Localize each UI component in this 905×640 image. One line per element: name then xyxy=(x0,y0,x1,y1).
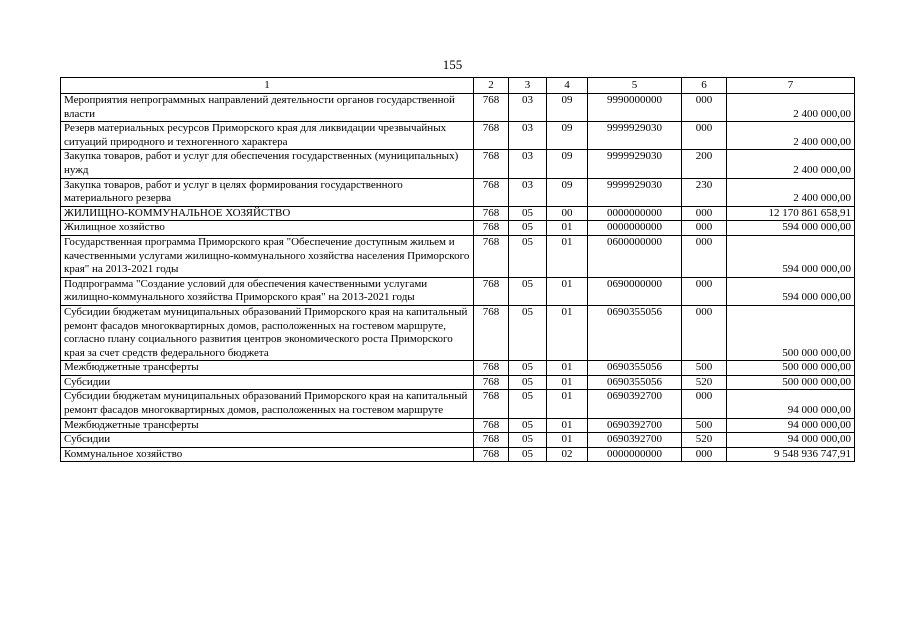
section-cell: 03 xyxy=(509,178,547,206)
code-cell: 768 xyxy=(474,178,509,206)
subsection-cell: 01 xyxy=(547,390,588,418)
row-name-cell: Жилищное хозяйство xyxy=(61,221,474,236)
code-cell: 768 xyxy=(474,433,509,448)
amount-cell: 594 000 000,00 xyxy=(727,235,855,277)
section-cell: 05 xyxy=(509,305,547,360)
expense-type-cell: 500 xyxy=(682,418,727,433)
table-row xyxy=(61,418,855,433)
code-cell: 768 xyxy=(474,305,509,360)
table-row xyxy=(61,375,855,390)
subsection-cell: 09 xyxy=(547,178,588,206)
amount-cell: 2 400 000,00 xyxy=(727,122,855,150)
column-header: 7 xyxy=(727,78,855,94)
subsection-cell: 09 xyxy=(547,122,588,150)
table-row xyxy=(61,361,855,376)
expense-type-cell: 000 xyxy=(682,447,727,462)
row-name-cell: Межбюджетные трансферты xyxy=(61,418,474,433)
section-cell: 05 xyxy=(509,277,547,305)
column-header: 4 xyxy=(547,78,588,94)
amount-cell: 94 000 000,00 xyxy=(727,418,855,433)
code-cell: 768 xyxy=(474,418,509,433)
target-article-cell: 9990000000 xyxy=(588,94,682,122)
column-header: 3 xyxy=(509,78,547,94)
code-cell: 768 xyxy=(474,122,509,150)
section-cell: 05 xyxy=(509,418,547,433)
expense-type-cell: 000 xyxy=(682,305,727,360)
section-cell: 05 xyxy=(509,221,547,236)
target-article-cell: 0000000000 xyxy=(588,206,682,221)
table-row xyxy=(61,433,855,448)
expense-type-cell: 000 xyxy=(682,277,727,305)
row-name-cell: Субсидии бюджетам муниципальных образований Приморского края на капитальный ремонт фасадов многоквартирных домов, расположенных на гостевом маршруте, согласно плану социального развития центров экономического роста Приморского края за счет средств федерального бюджета xyxy=(61,305,474,360)
row-name-cell: Закупка товаров, работ и услуг для обеспечения государственных (муниципальных) нужд xyxy=(61,150,474,178)
expense-type-cell: 520 xyxy=(682,433,727,448)
target-article-cell: 0690355056 xyxy=(588,305,682,360)
table-row xyxy=(61,178,855,206)
table-row xyxy=(61,150,855,178)
amount-cell: 9 548 936 747,91 xyxy=(727,447,855,462)
subsection-cell: 01 xyxy=(547,375,588,390)
expense-type-cell: 500 xyxy=(682,361,727,376)
amount-cell: 594 000 000,00 xyxy=(727,221,855,236)
target-article-cell: 0690355056 xyxy=(588,361,682,376)
row-name-cell: Государственная программа Приморского края "Обеспечение доступным жильем и качественными услугами жилищно-коммунального хозяйства населения Приморского края" на 2013-2021 годы xyxy=(61,235,474,277)
expense-type-cell: 000 xyxy=(682,206,727,221)
code-cell: 768 xyxy=(474,235,509,277)
subsection-cell: 00 xyxy=(547,206,588,221)
expense-type-cell: 000 xyxy=(682,235,727,277)
code-cell: 768 xyxy=(474,150,509,178)
code-cell: 768 xyxy=(474,277,509,305)
column-header: 5 xyxy=(588,78,682,94)
table-row xyxy=(61,235,855,277)
code-cell: 768 xyxy=(474,447,509,462)
expense-type-cell: 000 xyxy=(682,122,727,150)
target-article-cell: 0690355056 xyxy=(588,375,682,390)
subsection-cell: 01 xyxy=(547,235,588,277)
expense-type-cell: 000 xyxy=(682,94,727,122)
table-row xyxy=(61,277,855,305)
code-cell: 768 xyxy=(474,94,509,122)
table-row xyxy=(61,206,855,221)
row-name-cell: Субсидии xyxy=(61,375,474,390)
row-name-cell: Резерв материальных ресурсов Приморского края для ликвидации чрезвычайных ситуаций природного и техногенного характера xyxy=(61,122,474,150)
row-name-cell: Закупка товаров, работ и услуг в целях формирования государственного материального резерва xyxy=(61,178,474,206)
table-row xyxy=(61,390,855,418)
row-name-cell: Мероприятия непрограммных направлений деятельности органов государственной власти xyxy=(61,94,474,122)
table-row xyxy=(61,221,855,236)
row-name-cell: Подпрограмма "Создание условий для обеспечения качественными услугами жилищно-коммунального хозяйства Приморского края" на 2013-2021 годы xyxy=(61,277,474,305)
amount-cell: 594 000 000,00 xyxy=(727,277,855,305)
code-cell: 768 xyxy=(474,361,509,376)
amount-cell: 12 170 861 658,91 xyxy=(727,206,855,221)
amount-cell: 94 000 000,00 xyxy=(727,390,855,418)
subsection-cell: 01 xyxy=(547,305,588,360)
subsection-cell: 01 xyxy=(547,418,588,433)
subsection-cell: 01 xyxy=(547,221,588,236)
code-cell: 768 xyxy=(474,375,509,390)
expense-type-cell: 200 xyxy=(682,150,727,178)
amount-cell: 2 400 000,00 xyxy=(727,178,855,206)
amount-cell: 500 000 000,00 xyxy=(727,305,855,360)
subsection-cell: 02 xyxy=(547,447,588,462)
target-article-cell: 9999929030 xyxy=(588,178,682,206)
expense-type-cell: 000 xyxy=(682,221,727,236)
expense-type-cell: 230 xyxy=(682,178,727,206)
target-article-cell: 0690392700 xyxy=(588,418,682,433)
section-cell: 05 xyxy=(509,375,547,390)
section-cell: 05 xyxy=(509,235,547,277)
column-header: 6 xyxy=(682,78,727,94)
amount-cell: 2 400 000,00 xyxy=(727,150,855,178)
row-name-cell: ЖИЛИЩНО-КОММУНАЛЬНОЕ ХОЗЯЙСТВО xyxy=(61,206,474,221)
section-cell: 03 xyxy=(509,122,547,150)
section-cell: 05 xyxy=(509,447,547,462)
column-header: 1 xyxy=(61,78,474,94)
section-cell: 05 xyxy=(509,361,547,376)
amount-cell: 94 000 000,00 xyxy=(727,433,855,448)
section-cell: 03 xyxy=(509,150,547,178)
table-row xyxy=(61,94,855,122)
code-cell: 768 xyxy=(474,221,509,236)
section-cell: 05 xyxy=(509,390,547,418)
target-article-cell: 0690392700 xyxy=(588,433,682,448)
section-cell: 05 xyxy=(509,433,547,448)
table-row xyxy=(61,122,855,150)
column-header: 2 xyxy=(474,78,509,94)
row-name-cell: Субсидии xyxy=(61,433,474,448)
code-cell: 768 xyxy=(474,390,509,418)
row-name-cell: Коммунальное хозяйство xyxy=(61,447,474,462)
expense-type-cell: 520 xyxy=(682,375,727,390)
subsection-cell: 09 xyxy=(547,94,588,122)
page-number: 155 xyxy=(442,57,463,72)
section-cell: 03 xyxy=(509,94,547,122)
target-article-cell: 9999929030 xyxy=(588,150,682,178)
subsection-cell: 01 xyxy=(547,361,588,376)
table-header-row xyxy=(61,78,855,94)
target-article-cell: 9999929030 xyxy=(588,122,682,150)
target-article-cell: 0690000000 xyxy=(588,277,682,305)
budget-table xyxy=(60,77,855,462)
row-name-cell: Межбюджетные трансферты xyxy=(61,361,474,376)
section-cell: 05 xyxy=(509,206,547,221)
subsection-cell: 01 xyxy=(547,277,588,305)
amount-cell: 2 400 000,00 xyxy=(727,94,855,122)
target-article-cell: 0690392700 xyxy=(588,390,682,418)
target-article-cell: 0000000000 xyxy=(588,221,682,236)
table-row xyxy=(61,447,855,462)
table-row xyxy=(61,305,855,360)
amount-cell: 500 000 000,00 xyxy=(727,375,855,390)
subsection-cell: 01 xyxy=(547,433,588,448)
row-name-cell: Субсидии бюджетам муниципальных образований Приморского края на капитальный ремонт фасадов многоквартирных домов, расположенных на гостевом маршруте xyxy=(61,390,474,418)
subsection-cell: 09 xyxy=(547,150,588,178)
target-article-cell: 0000000000 xyxy=(588,447,682,462)
target-article-cell: 0600000000 xyxy=(588,235,682,277)
expense-type-cell: 000 xyxy=(682,390,727,418)
code-cell: 768 xyxy=(474,206,509,221)
amount-cell: 500 000 000,00 xyxy=(727,361,855,376)
